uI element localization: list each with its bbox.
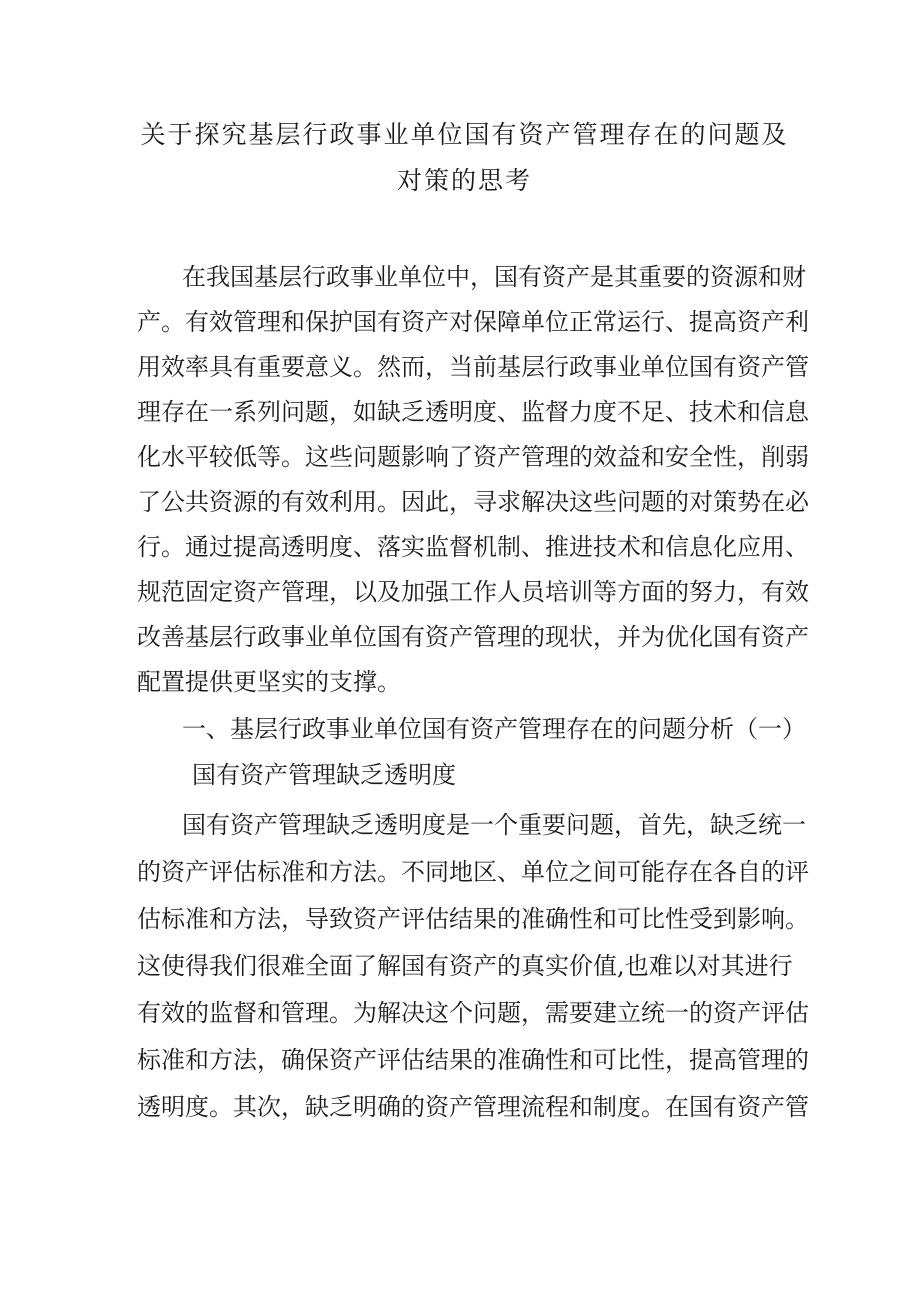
section-heading: 国有资产管理缺乏透明度 [192, 761, 456, 789]
body-line: 行。通过提高透明度、落实监督机制、推进技术和信息化应用、 [137, 533, 809, 561]
document-title: 关于探究基层行政事业单位国有资产管理存在的问题及对策的思考 [140, 120, 789, 195]
section-heading: 一、基层行政事业单位国有资产管理存在的问题分析（一） [182, 715, 806, 743]
body-line: 标准和方法，确保资产评估结果的准确性和可比性，提高管理的 [137, 1046, 809, 1074]
body-line: 规范固定资产管理，以及加强工作人员培训等方面的努力，有效 [137, 578, 809, 606]
body-line: 有效的监督和管理。为解决这个问题，需要建立统一的资产评估 [137, 999, 809, 1027]
body-line: 的资产评估标准和方法。不同地区、单位之间可能存在各自的评 [137, 858, 809, 886]
body-line: 国有资产管理缺乏透明度是一个重要问题，首先，缺乏统一 [182, 811, 806, 839]
body-line: 产。有效管理和保护国有资产对保障单位正常运行、提高资产利 [137, 308, 809, 336]
body-line: 透明度。其次，缺乏明确的资产管理流程和制度。在国有资产管 [137, 1093, 809, 1121]
body-line: 改善基层行政事业单位国有资产管理的现状，并为优化国有资产 [137, 623, 809, 651]
body-line: 了公共资源的有效利用。因此，寻求解决这些问题的对策势在必 [137, 488, 809, 516]
body-line: 理存在一系列问题，如缺乏透明度、监督力度不足、技术和信息 [137, 398, 809, 426]
body-line: 这使得我们很难全面了解国有资产的真实价值,也难以对其进行 [137, 952, 793, 980]
body-line: 化水平较低等。这些问题影响了资产管理的效益和安全性，削弱 [137, 443, 809, 471]
body-line: 估标准和方法，导致资产评估结果的准确性和可比性受到影响。 [137, 905, 809, 933]
body-line: 配置提供更坚实的支撑。 [137, 668, 401, 696]
body-line: 用效率具有重要意义。然而，当前基层行政事业单位国有资产管 [137, 353, 809, 381]
body-line: 在我国基层行政事业单位中，国有资产是其重要的资源和财 [182, 263, 806, 291]
